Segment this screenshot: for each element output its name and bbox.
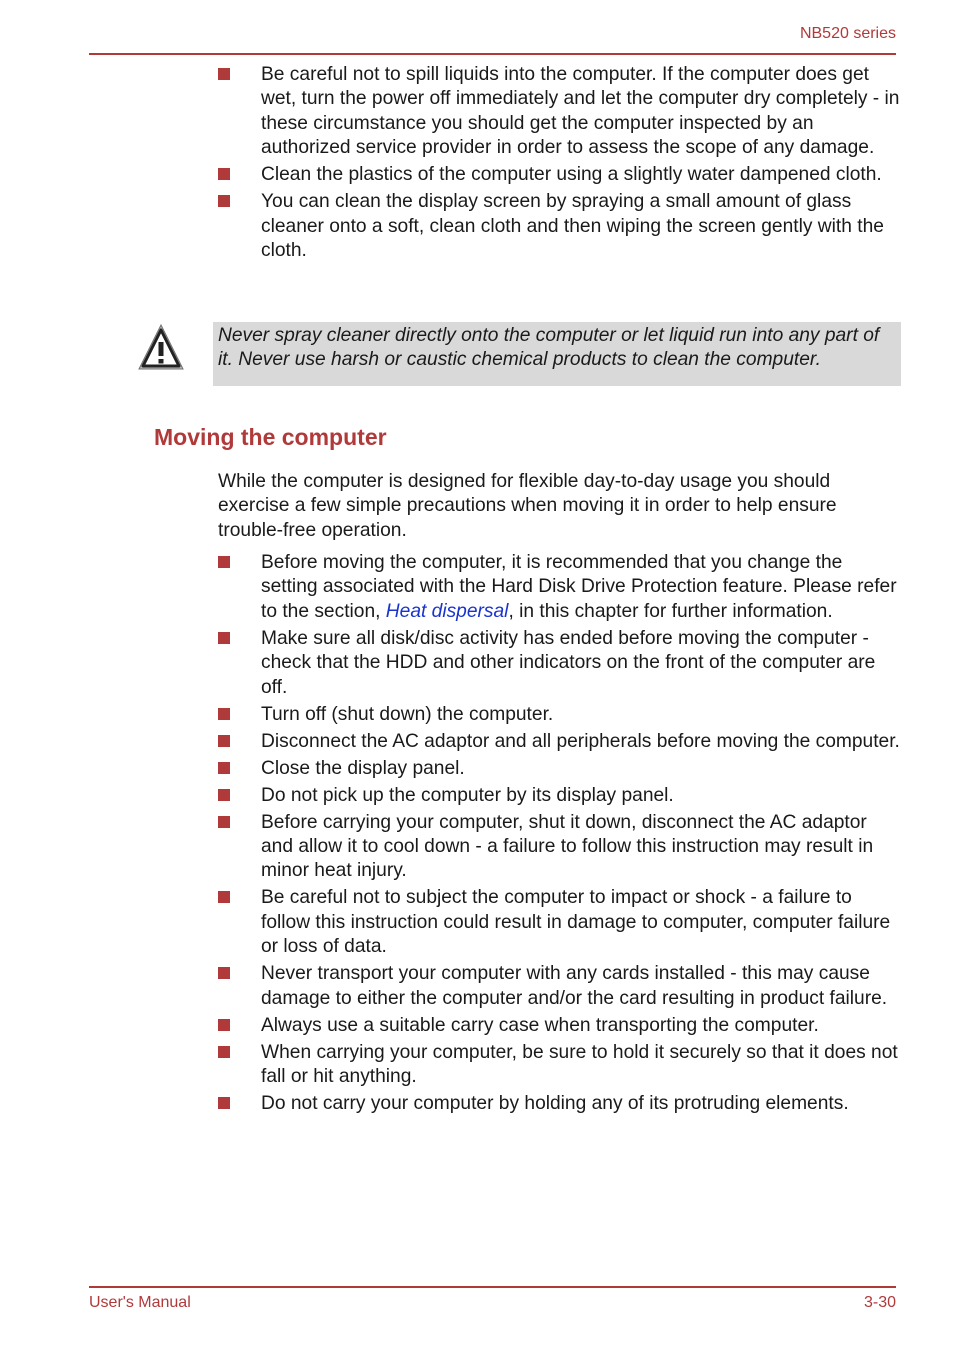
list-item [218, 551, 900, 624]
bullet-text: Never transport your computer with any cards installed - this may cause damage to either the computer and/or the card resulting in product failure. [261, 963, 888, 1009]
list-item [218, 1014, 900, 1038]
bullet-square-icon [218, 195, 230, 207]
bullet-square-icon [218, 762, 230, 774]
list-item [218, 730, 900, 754]
bullet-square-icon [218, 556, 230, 568]
bullet-text: Be careful not to subject the computer to impact or shock - a failure to follow this instruction could result in damage to computer, computer failure or loss of data. [261, 887, 891, 958]
moving-bullet-list [218, 551, 900, 1119]
footer-manual-title: User's Manual [89, 1294, 191, 1311]
bullet-text: Close the display panel. [261, 757, 465, 779]
bullet-square-icon [218, 1046, 230, 1058]
list-item [218, 703, 900, 727]
list-item [218, 163, 900, 187]
list-item [218, 627, 900, 700]
bullet-text: Do not carry your computer by holding any of its protruding elements. [261, 1093, 849, 1115]
bullet-text: Clean the plastics of the computer using a slightly water dampened cloth. [261, 164, 882, 186]
warning-text: Never spray cleaner directly onto the computer or let liquid run into any part of it. Never use harsh or caustic chemical products to clean the computer. [218, 325, 880, 371]
section-intro: While the computer is designed for flexible day-to-day usage you should exercise a few simple precautions when moving it in order to help ensure trouble-free operation. [218, 471, 837, 541]
bullet-text: Disconnect the AC adaptor and all peripherals before moving the computer. [261, 730, 900, 752]
bullet-square-icon [218, 789, 230, 801]
list-item [218, 784, 900, 808]
warning-triangle-icon [136, 322, 186, 374]
bullet-square-icon [218, 168, 230, 180]
bullet-square-icon [218, 967, 230, 979]
warning-note [213, 322, 901, 386]
list-item [218, 190, 900, 263]
bullet-text: Be careful not to spill liquids into the computer. If the computer does get wet, turn the power off immediately and let the computer dry completely - in these circumstance you should get the computer inspected by an authorized service provider in order to assess the scope of any damage. [261, 64, 900, 159]
bullet-square-icon [218, 1019, 230, 1031]
section-title: Moving the computer [154, 424, 387, 450]
header-rule [89, 53, 896, 55]
bullet-text: Turn off (shut down) the computer. [261, 703, 554, 725]
bullet-square-icon [218, 68, 230, 80]
bullet-text-after-link: , in this chapter for further information. [508, 600, 833, 622]
bullet-square-icon [218, 735, 230, 747]
bullet-text-before-link: Before moving the computer, it is recommended that you change the setting associated with the Hard Disk Drive Protection feature. Please refer to the section, [261, 552, 897, 622]
bullet-text: Always use a suitable carry case when transporting the computer. [261, 1014, 819, 1036]
bullet-text: When carrying your computer, be sure to hold it securely so that it does not fall or hit anything. [261, 1041, 898, 1088]
page-number: 3-30 [863, 1294, 896, 1311]
heat-dispersal-link[interactable]: Heat dispersal [385, 600, 509, 622]
bullet-text: Make sure all disk/disc activity has ended before moving the computer - check that the HDD and other indicators on the front of the computer are off. [261, 627, 876, 698]
list-item [218, 811, 900, 884]
list-item [218, 886, 900, 959]
bullet-text: You can clean the display screen by spraying a small amount of glass cleaner onto a soft, clean cloth and then wiping the screen gently with the cloth. [261, 191, 884, 262]
list-item [218, 1092, 900, 1116]
list-item [218, 757, 900, 781]
bullet-square-icon [218, 1097, 230, 1109]
bullet-square-icon [218, 632, 230, 644]
bullet-text: Do not pick up the computer by its display panel. [261, 784, 674, 806]
bullet-square-icon [218, 708, 230, 720]
list-item [218, 962, 900, 1011]
bullet-text: Before carrying your computer, shut it down, disconnect the AC adaptor and allow it to cool down - a failure to follow this instruction may result in minor heat injury. [261, 811, 874, 882]
list-item [218, 63, 900, 161]
bullet-square-icon [218, 891, 230, 903]
list-item [218, 1041, 900, 1090]
bullet-square-icon [218, 816, 230, 828]
header-series: NB520 series [799, 25, 896, 42]
top-bullet-list [218, 63, 900, 266]
footer-rule [89, 1286, 896, 1288]
